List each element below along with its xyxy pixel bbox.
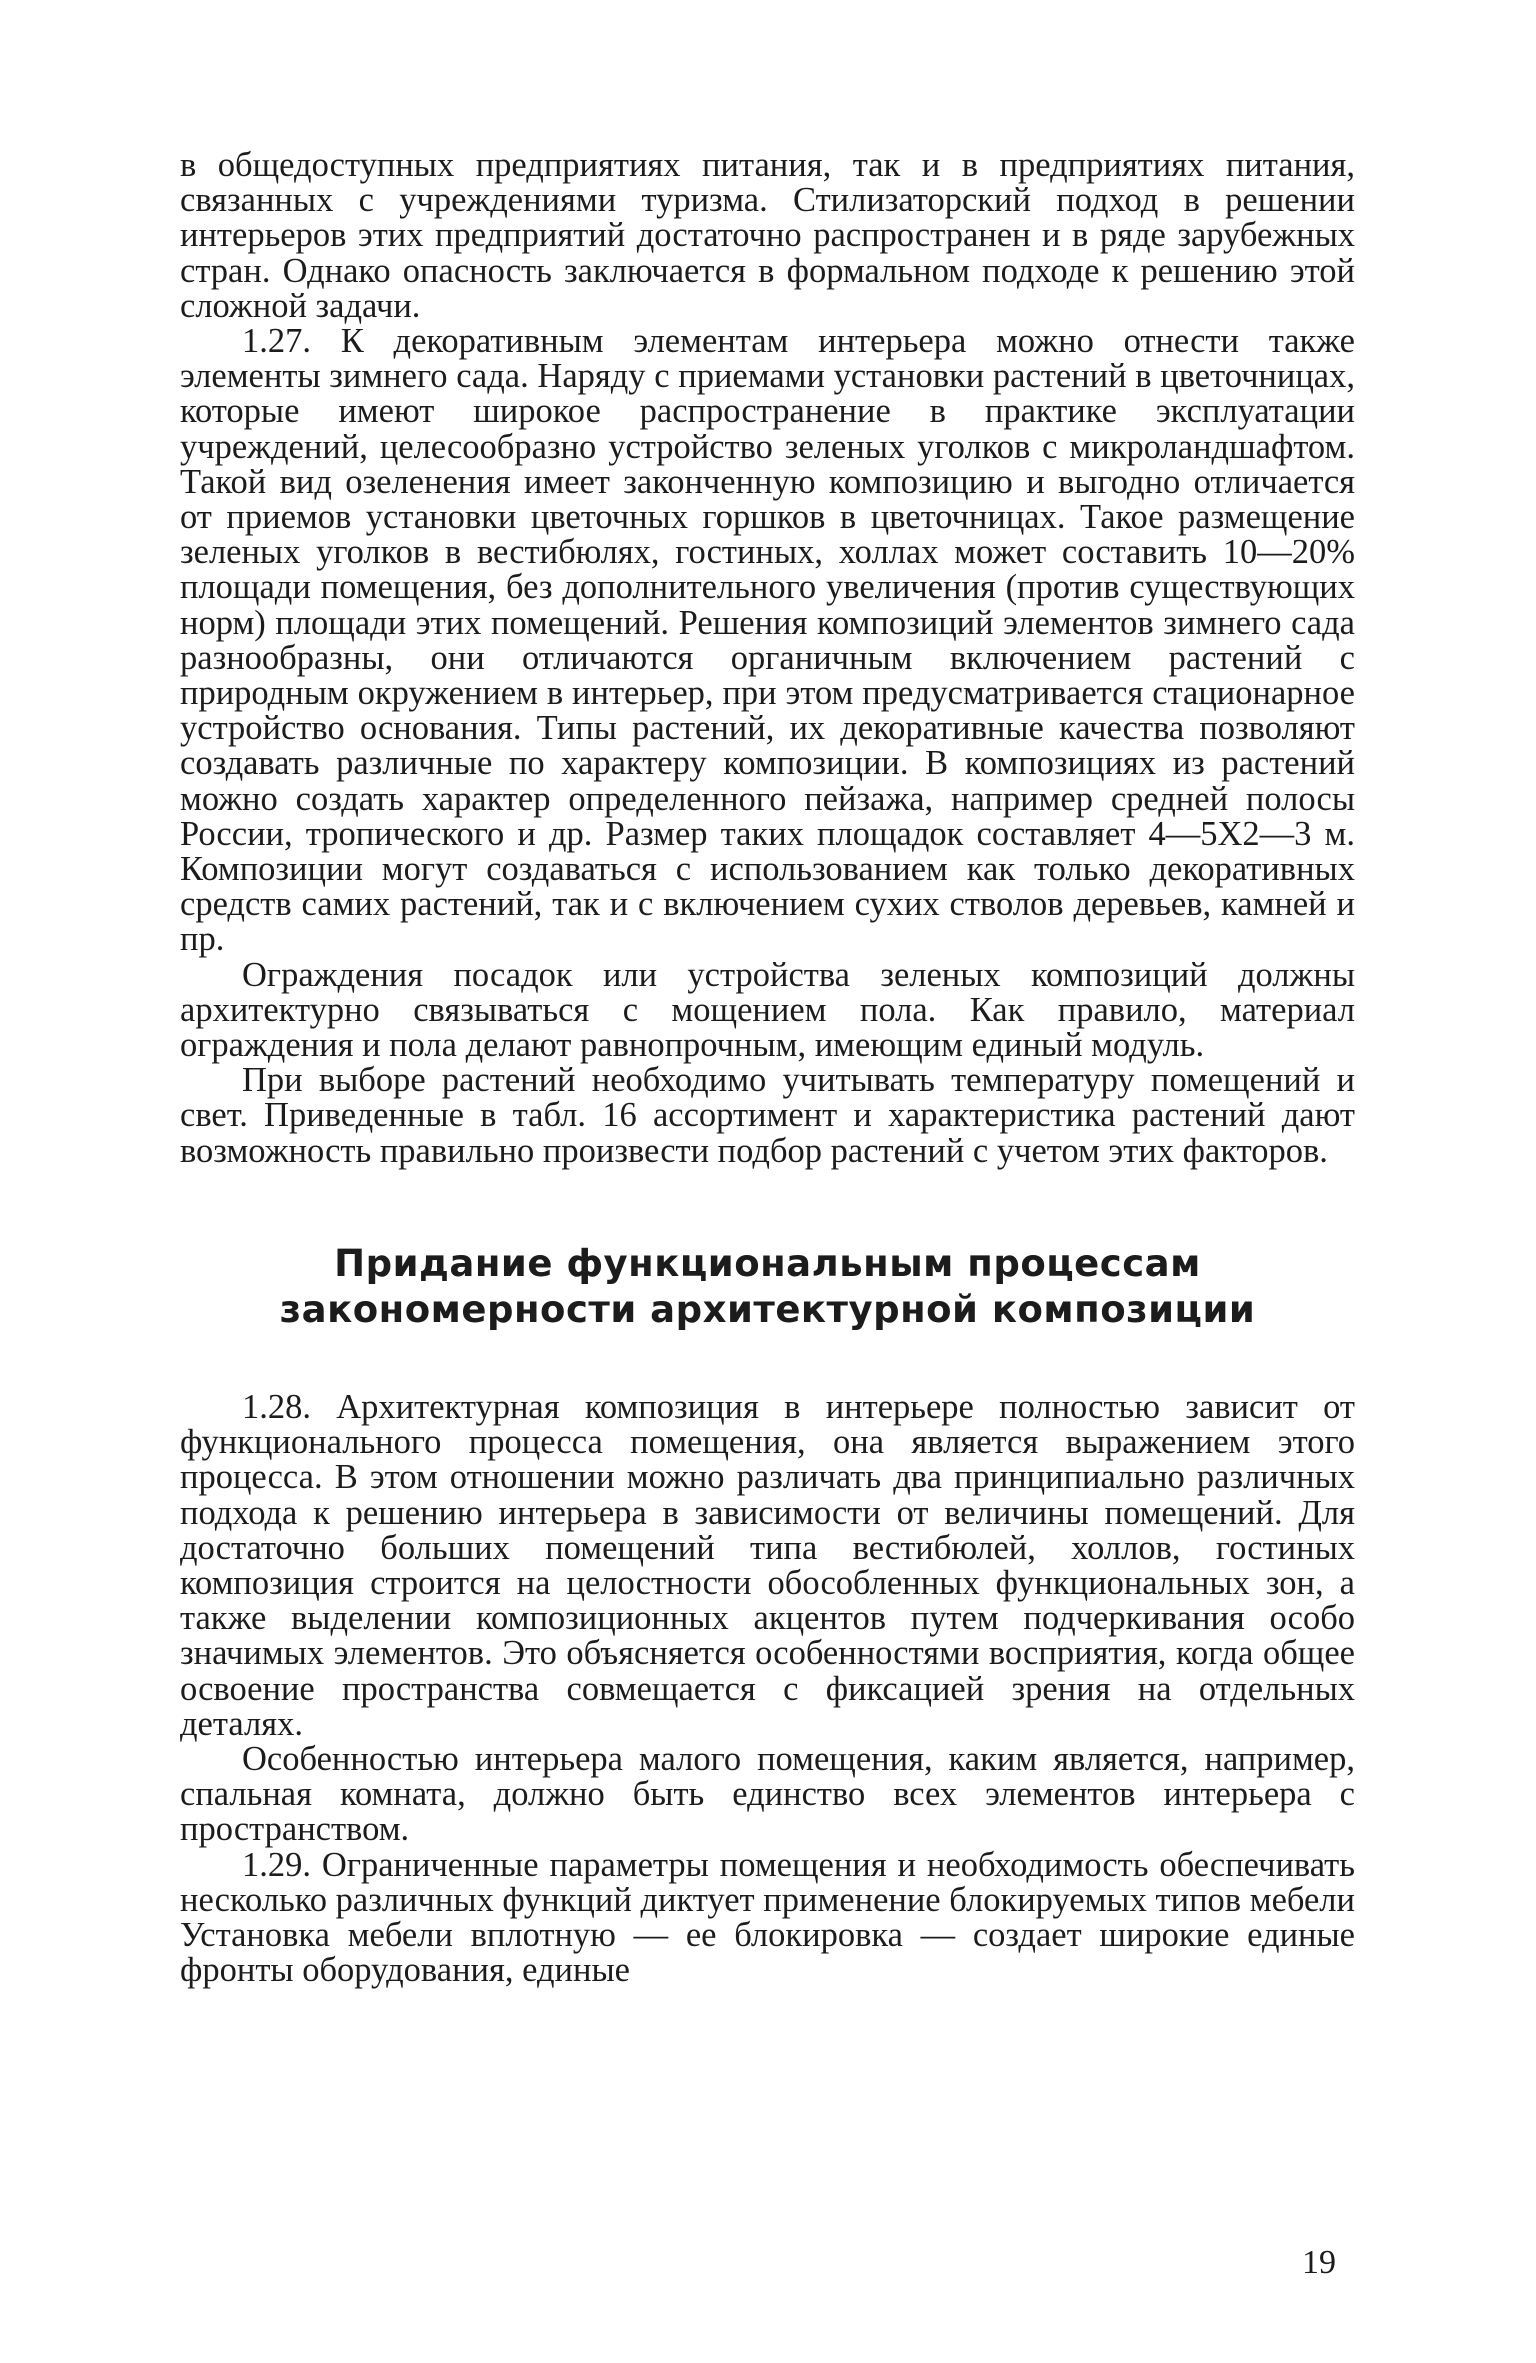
page-body	[180, 148, 1355, 1988]
section-title-line-1: Придание функциональным процессам	[334, 1241, 1201, 1285]
paragraph-1-27: 1.27. К декоративным элементам интерьера можно отнести также элементы зимнего сада. Наряду с приемами установки растений в цветочницах, которые имеют широкое распространение в практике эксплуатации учреждений, целесообразно устройство зеленых уголков с микроландшафтом. Такой вид озеленения имеет законченную композицию и выгодно отличается от приемов установки цветочных горшков в цветочницах. Такое размещение зеленых уголков в вестибюлях, гостиных, холлах может составить 10—20% площади помещения, без дополнительного увеличения (против существующих норм) площади этих помещений. Решения композиций элементов зимнего сада разнообразны, они отличаются органичным включением растений с природным окружением в интерьер, при этом предусматривается стационарное устройство основания. Типы растений, их декоративные качества позволяют создавать различные по характеру композиции. В композициях из растений можно создать характер определенного пейзажа, например средней полосы России, тропического и др. Размер таких площадок составляет 4—5Х2—3 м. Композиции могут создаваться с использованием как только декоративных средств самих растений, так и с включением сухих стволов деревьев, камней и пр.	[180, 322, 1355, 959]
paragraph-continuation: в общедоступных предприятиях питания, так и в предприятиях питания, связанных с учреждениями туризма. Стилизаторский подход в решении интерьеров этих предприятий достаточно распространен и в ряде зарубежных стран. Однако опасность заключается в формальном подходе к решению этой сложной задачи.	[180, 146, 1355, 325]
paragraph-small-room: Особенностью интерьера малого помещения, каким является, например, спальная комната, должно быть единство всех элементов интерьера с пространством.	[180, 1739, 1355, 1849]
section-title-line-2: закономерности архитектурной композиции	[279, 1287, 1256, 1331]
paragraph-plant-selection: При выборе растений необходимо учитывать температуру помещений и свет. Приведенные в табл. 16 ассортимент и характеристика растений дают возможность правильно произвести подбор растений с учетом этих факторов.	[180, 1061, 1355, 1170]
page-number: 19	[1302, 2244, 1336, 2281]
section-title	[180, 1241, 1355, 1333]
paragraph-1-29: 1.29. Ограниченные параметры помещения и необходимость обеспечивать несколько различных функций диктует применение блокируемых типов мебели Установка мебели вплотную — ее блокировка — создает широкие единые фронты оборудования, единые	[180, 1845, 1355, 1990]
paragraph-1-28: 1.28. Архитектурная композиция в интерьере полностью зависит от функционального процесса помещения, она является выражением этого процесса. В этом отношении можно различать два принципиально различных подхода к решению интерьера в зависимости от величины помещений. Для достаточно больших помещений типа вестибюлей, холлов, гостиных композиция строится на целостности обособленных функциональных зон, а также выделении композиционных акцентов путем подчеркивания особо значимых элементов. Это объясняется особенностями восприятия, когда общее освоение пространства совмещается с фиксацией зрения на отдельных деталях.	[180, 1387, 1355, 1743]
paragraph-fencing: Ограждения посадок или устройства зеленых композиций должны архитектурно связываться с мощением пола. Как правило, материал ограждения и пола делают равнопрочным, имеющим единый модуль.	[180, 955, 1355, 1065]
